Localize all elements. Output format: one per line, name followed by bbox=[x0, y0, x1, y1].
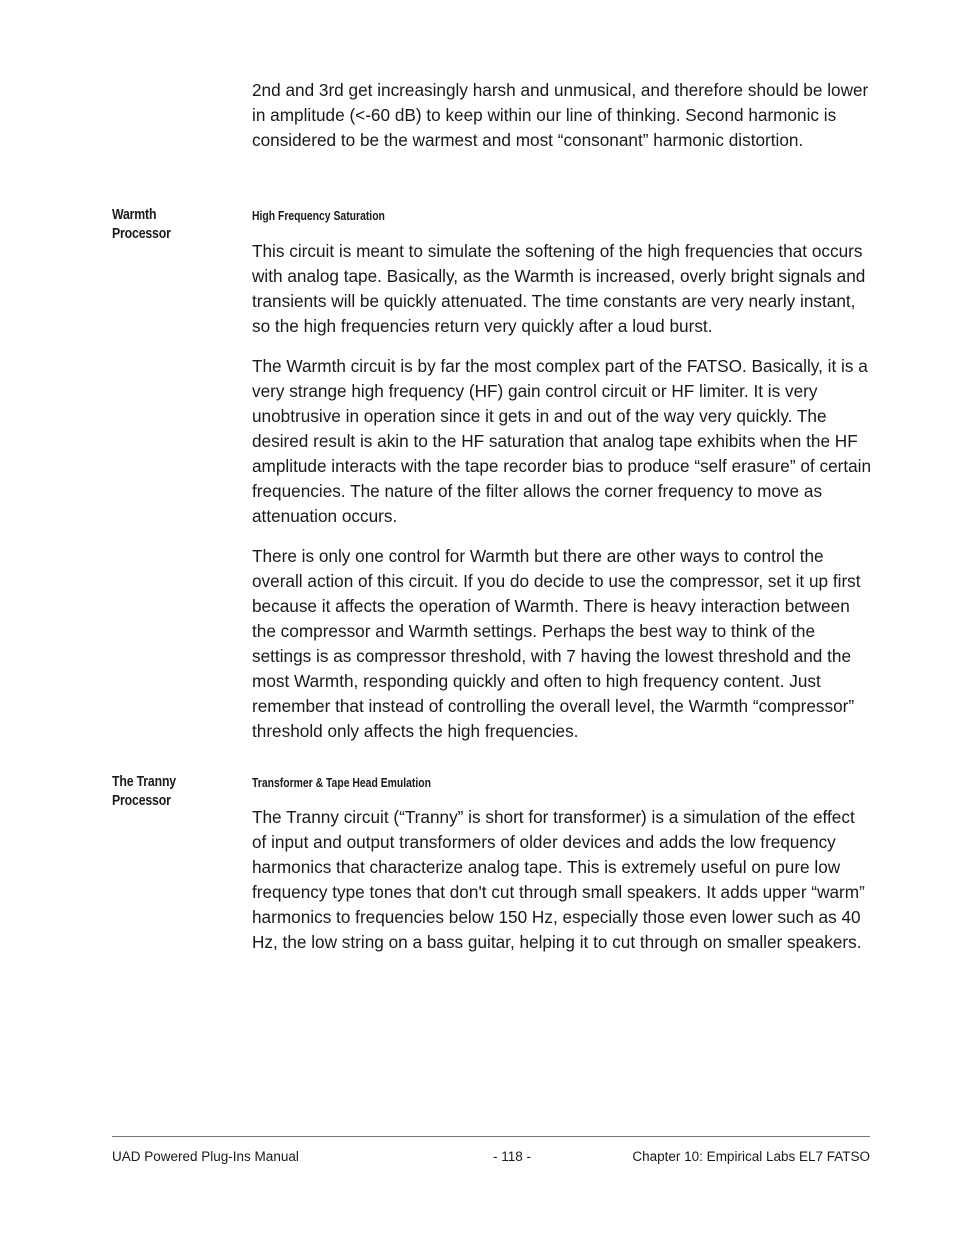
intro-paragraph: 2nd and 3rd get increasingly harsh and unmusical, and therefore should be lower in amplitude (<-60 dB) to keep within our line of thinking. Second harmonic is considered to be the warmest and most “consonant” harmonic distortion. bbox=[252, 80, 869, 150]
tranny-paragraph-1: The Tranny circuit (“Tranny” is short for transformer) is a simulation of the effect of input and output transformers of older devices and adds the low frequency harmonics that characterize analog tape. This is extremely useful on pure low frequency type tones that don't cut through small speakers. It adds upper “warm” harmonics to frequencies below 150 Hz, especially those even lower such as 40 Hz, the low string on a bass guitar, helping it to cut through on smaller speakers. bbox=[252, 807, 865, 952]
high-frequency-saturation-subheading: High Frequency Saturation bbox=[252, 208, 385, 223]
footer-page-number: - 118 - bbox=[492, 1149, 531, 1164]
transformer-tape-head-subheading: Transformer & Tape Head Emulation bbox=[252, 775, 431, 790]
warmth-processor-heading bbox=[112, 205, 210, 243]
footer-manual-title: UAD Powered Plug-Ins Manual bbox=[112, 1149, 299, 1164]
tranny-processor-heading bbox=[112, 772, 210, 810]
tranny-heading-line2: Processor bbox=[112, 792, 171, 809]
tranny-heading-line1: The Tranny bbox=[112, 773, 176, 790]
footer-divider bbox=[112, 1136, 870, 1137]
warmth-paragraph-3: There is only one control for Warmth but there are other ways to control the overall action of this circuit. If you do decide to use the compressor, set it up first because it affects the operation of Warmth. There is heavy interaction between the compressor and Warmth settings. Perhaps the best way to think of the settings is as compressor threshold, with 7 having the lowest threshold and the most Warmth, responding quickly and often to high frequency content. Just remember that instead of controlling the overall level, the Warmth “compressor” threshold only affects the high frequencies. bbox=[252, 546, 861, 741]
warmth-paragraph-1: This circuit is meant to simulate the softening of the high frequencies that occurs with analog tape. Basically, as the Warmth is increased, overly bright signals and transients will be quickly attenuated. The time constants are very nearly instant, so the high frequencies return very quickly after a loud burst. bbox=[252, 241, 866, 336]
warmth-heading-line1: Warmth bbox=[112, 206, 157, 223]
warmth-paragraph-2: The Warmth circuit is by far the most complex part of the FATSO. Basically, it is a very strange high frequency (HF) gain control circuit or HF limiter. It is very unobtrusive in operation since it gets in and out of the way very quickly. The desired result is akin to the HF saturation that analog tape exhibits when the HF amplitude interacts with the tape recorder bias to produce “self erasure” of certain frequencies. The nature of the filter allows the corner frequency to move as attenuation occurs. bbox=[252, 356, 872, 526]
footer-chapter-title: Chapter 10: Empirical Labs EL7 FATSO bbox=[632, 1149, 870, 1164]
warmth-heading-line2: Processor bbox=[112, 225, 171, 242]
